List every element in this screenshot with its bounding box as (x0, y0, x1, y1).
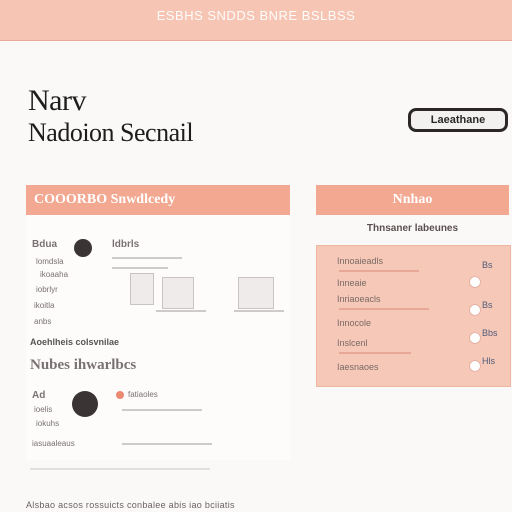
right-item: Innoaieadls (337, 256, 384, 266)
divider (112, 257, 182, 259)
block1-line: iobrlyr (36, 285, 58, 294)
page-title-line1: Narv (28, 84, 86, 117)
side-label: Hls (482, 356, 495, 366)
divider (30, 468, 210, 470)
block2-line: iasuaaleaus (32, 439, 75, 448)
page-title (28, 84, 288, 148)
banner-text: ESBHS SNDDS BNRE BSLBSS (156, 8, 356, 23)
side-label: Bbs (482, 328, 498, 338)
document-icon (238, 277, 274, 309)
divider (122, 409, 202, 411)
left-panel (26, 215, 290, 460)
top-banner (0, 0, 512, 41)
block1-line: anbs (34, 317, 52, 326)
side-label: Bs (482, 300, 493, 310)
footer-text: Alsbao acsos rossuicts conbalee abis iao bciiatis (26, 500, 235, 510)
radio-button[interactable] (469, 304, 481, 316)
left-panel-heading: COOORBO Snwdlcedy (26, 185, 290, 215)
block1-label-a: Bdua (32, 239, 57, 250)
right-item: Innocole (337, 318, 372, 328)
divider (122, 443, 212, 445)
page-title-line2: Nadoion Secnail (28, 118, 194, 147)
block2-line: iokuhs (36, 419, 60, 428)
right-intro: Thnsaner labeunes (366, 223, 459, 234)
row-label: Aoehlheis colsvnilae (30, 337, 120, 347)
block2-title: Nubes ihwarlbcs (30, 357, 137, 373)
divider (339, 352, 411, 354)
right-item: Inriaoeacls (337, 294, 381, 304)
document-icon (162, 277, 194, 309)
divider (339, 270, 419, 272)
header-action-button[interactable]: Laeathane (408, 108, 508, 132)
radio-button[interactable] (469, 360, 481, 372)
block1-line: ikoaaha (40, 270, 69, 279)
radio-button[interactable] (469, 276, 481, 288)
right-item: Inneaie (337, 278, 367, 288)
right-panel-heading: Nnhao (316, 185, 509, 215)
radio-button[interactable] (469, 332, 481, 344)
block1-line: lomdsla (36, 257, 64, 266)
block2-label-b: fatiaoles (128, 390, 158, 399)
block1-line: ikoitla (34, 301, 55, 310)
side-label: Bs (482, 260, 493, 270)
chart-icon (130, 273, 154, 305)
avatar (72, 391, 98, 417)
right-panel (316, 215, 509, 385)
divider (156, 310, 206, 312)
avatar (74, 239, 92, 257)
status-dot-icon (116, 391, 124, 399)
block1-label-b: ldbrls (112, 239, 140, 250)
right-item: Inslcenl (337, 338, 368, 348)
divider (339, 308, 429, 310)
right-item: Iaesnaoes (337, 362, 379, 372)
divider (234, 310, 284, 312)
block2-label-a: Ad (32, 390, 46, 401)
block2-line: ioelis (34, 405, 53, 414)
divider (112, 267, 168, 269)
